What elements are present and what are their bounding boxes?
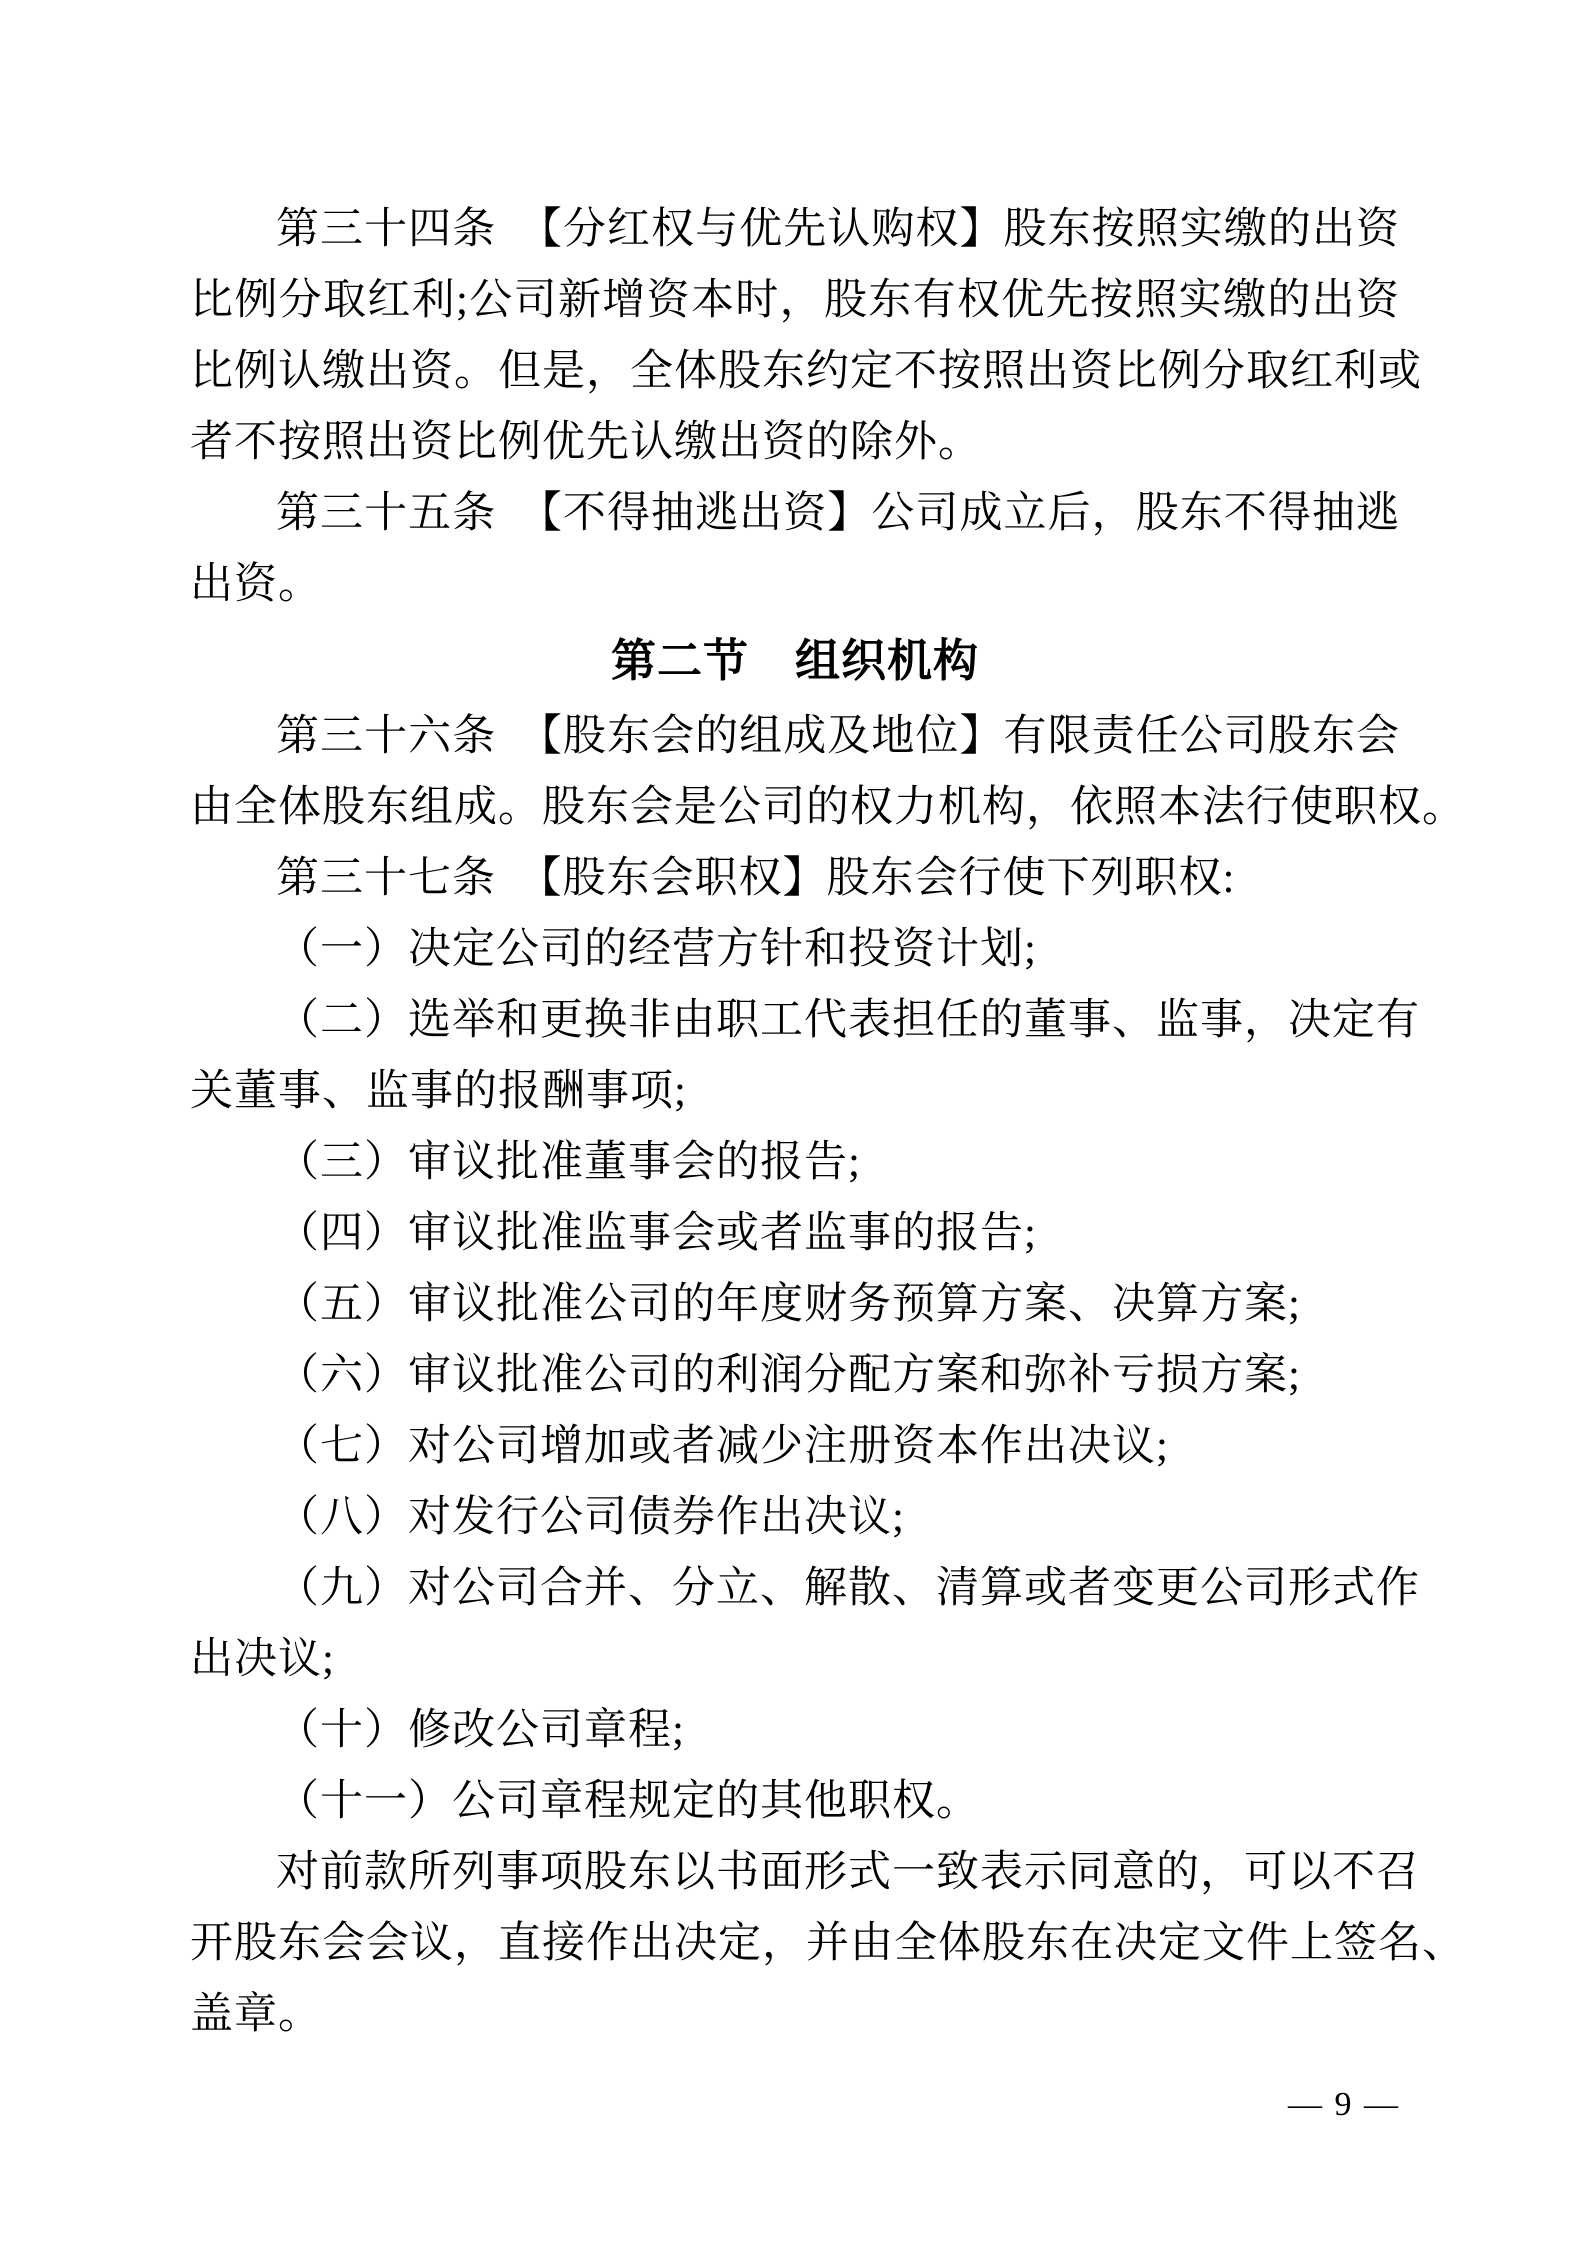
text-line: 由全体股东组成。股东会是公司的权力机构，依照本法行使职权。 [190,784,1466,831]
text-line: 关董事、监事的报酬事项; [190,1068,687,1115]
text-line: （十一）公司章程规定的其他职权。 [276,1778,980,1825]
text-line: （六）审议批准公司的利润分配方案和弥补亏损方案; [276,1352,1301,1399]
text-line: 第三十六条 【股东会的组成及地位】有限责任公司股东会 [276,713,1400,760]
text-line: （一）决定公司的经营方针和投资计划; [276,926,1037,973]
text-line: （三）审议批准董事会的报告; [276,1139,861,1186]
page-number: — 9 — [1288,2086,1400,2123]
text-line: （二）选举和更换非由职工代表担任的董事、监事，决定有 [276,997,1420,1044]
text-line: 者不按照出资比例优先认缴出资的除外。 [190,419,982,466]
text-line: （四）审议批准监事会或者监事的报告; [276,1210,1037,1257]
text-line: 对前款所列事项股东以书面形式一致表示同意的，可以不召 [276,1849,1420,1896]
text-line: （九）对公司合并、分立、解散、清算或者变更公司形式作 [276,1565,1420,1612]
text-line: （五）审议批准公司的年度财务预算方案、决算方案; [276,1281,1301,1328]
text-line: （八）对发行公司债券作出决议; [276,1494,905,1541]
section-heading: 第二节 组织机构 [610,636,979,686]
text-line: 出决议; [190,1636,335,1683]
text-line: 比例认缴出资。但是，全体股东约定不按照出资比例分取红利或 [190,348,1422,395]
text-line: 第三十五条 【不得抽逃出资】公司成立后，股东不得抽逃 [276,490,1400,537]
text-line: 开股东会会议，直接作出决定，并由全体股东在决定文件上签名、 [190,1920,1466,1967]
text-line: 第三十四条 【分红权与优先认购权】股东按照实缴的出资 [276,206,1400,253]
text-line: 出资。 [190,561,322,608]
document-body [190,194,1466,2050]
text-line: 第三十七条 【股东会职权】股东会行使下列职权: [276,855,1236,902]
text-line: 盖章。 [190,1991,322,2038]
text-line: 比例分取红利;公司新增资本时，股东有权优先按照实缴的出资 [190,277,1400,324]
text-line: （七）对公司增加或者减少注册资本作出决议; [276,1423,1169,1470]
text-line: （十）修改公司章程; [276,1707,685,1754]
